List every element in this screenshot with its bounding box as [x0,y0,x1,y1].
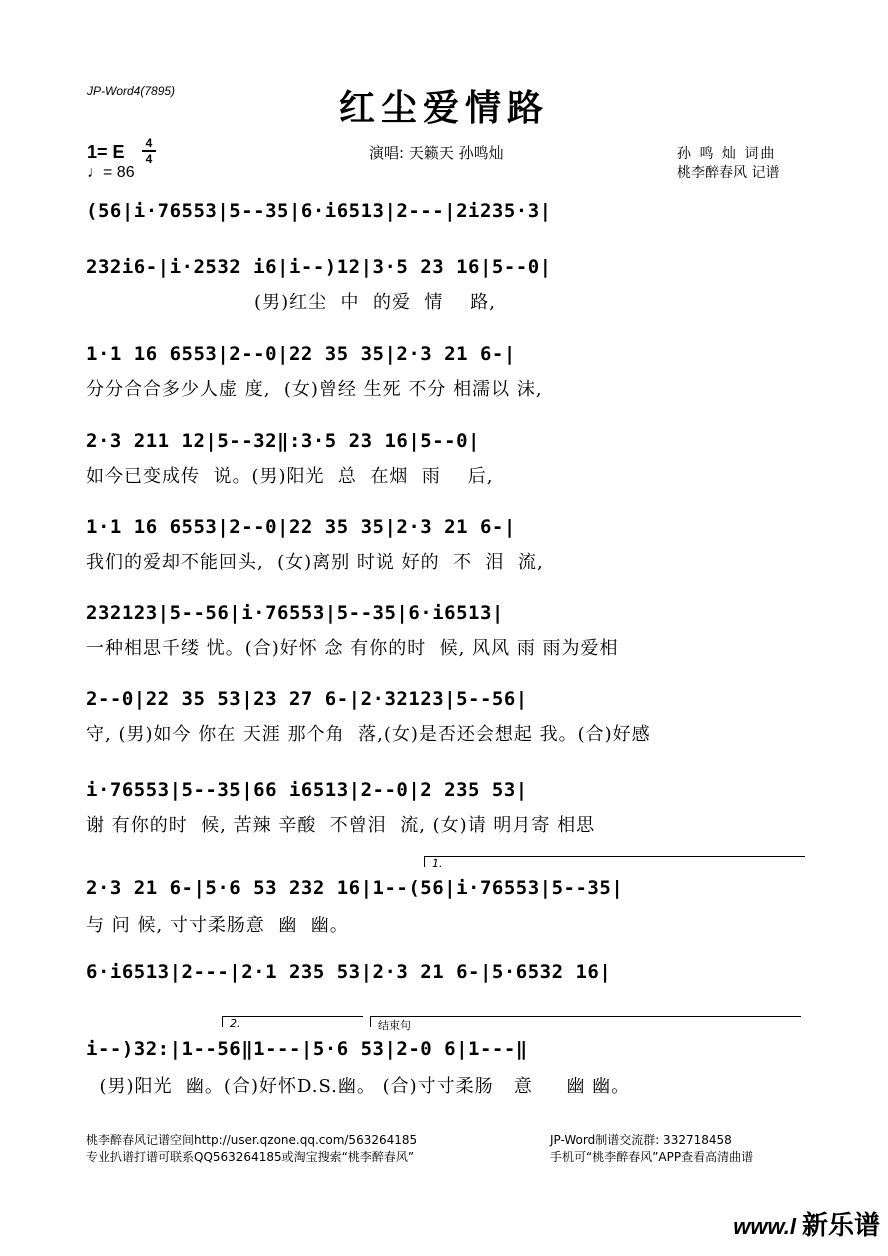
notation-row-4: 2·3 211 12|5--32‖:3·5 23 16|5--0| [86,430,480,452]
volta-bracket-2 [222,1016,363,1027]
meter-bottom: 4 [145,152,153,166]
footer-right-line-2: 手机可“桃李醉春风”APP查看高清曲谱 [550,1150,754,1164]
lyrics-row-11: (男)阳光 幽。(合)好怀D.S.幽。 (合)寸寸柔肠 意 幽 幽。 [86,1076,631,1097]
site-watermark [721,1179,880,1242]
footer-left-line-1: 桃李醉春风记谱空间http://user.qzone.qq.com/563264185 [86,1133,418,1147]
ending-label: 结束句 [378,1019,411,1032]
tempo-marking: ♩= 86 [87,164,135,181]
watermark-prefix: www.l [733,1214,796,1239]
notation-row-6: 232123|5--56|i·76553|5--35|6·i6513| [86,602,504,624]
lyrics-row-6: 一种相思千缕 忧。(合)好怀 念 有你的时 候, 风风 雨 雨为爱相 [86,638,619,659]
transcriber-credit: 桃李醉春风 记谱 [677,165,780,181]
source-label: JP-Word4(7895) [87,84,176,98]
lyrics-row-9: 与 问 候, 寸寸柔肠意 幽 幽。 [86,915,349,936]
volta-label-2: 2. [230,1017,241,1030]
notation-row-2: 232i6-|i·2532 i6|i--)12|3·5 23 16|5--0| [86,256,552,278]
lyrics-row-3: 分分合合多少人虚 度, (女)曾经 生死 不分 相濡以 沫, [86,379,543,400]
ending-bracket [370,1016,801,1027]
notation-row-9: 2·3 21 6-|5·6 53 232 16|1--(56|i·76553|5--35| [86,877,624,899]
singer-credit: 演唱: 天籁天 孙鸣灿 [369,144,504,162]
key-signature: 1= E [87,142,125,162]
notation-row-5: 1·1 16 6553|2--0|22 35 35|2·3 21 6-| [86,516,516,538]
lyrics-row-4: 如今已变成传 说。(男)阳光 总 在烟 雨 后, [86,466,494,487]
notation-row-11: i--)32:|1--56‖1---|5·6 53|2-0 6|1---‖ [86,1038,528,1060]
lyrics-row-7: 守, (男)如今 你在 天涯 那个角 落,(女)是否还会想起 我。(合)好感 [86,724,651,745]
composer-credit: 孙 鸣 灿 词曲 [677,146,777,162]
time-signature [142,137,156,165]
meter-top: 4 [145,136,153,150]
notation-row-3: 1·1 16 6553|2--0|22 35 35|2·3 21 6-| [86,343,516,365]
watermark-brand: 新乐谱 [801,1210,880,1240]
notation-row-7: 2--0|22 35 53|23 27 6-|2·32123|5--56| [86,688,528,710]
lyrics-row-5: 我们的爱却不能回头, (女)离别 时说 好的 不 泪 流, [86,552,544,573]
footer-left-line-2: 专业扒谱打谱可联系QQ563264185或淘宝搜索“桃李醉春风” [86,1150,415,1164]
volta-bracket-1 [424,856,805,867]
song-title: 红尘爱情路 [338,87,549,129]
lyrics-row-8: 谢 有你的时 候, 苦辣 辛酸 不曾泪 流, (女)请 明月寄 相思 [86,815,596,836]
notation-row-10: 6·i6513|2---|2·1 235 53|2·3 21 6-|5·6532 16| [86,961,612,983]
footer-right-line-1: JP-Word制谱交流群: 332718458 [550,1133,732,1147]
notation-row-8: i·76553|5--35|66 i6513|2--0|2 235 53| [86,779,528,801]
notation-row-1: (56|i·76553|5--35|6·i6513|2---|2i235·3| [86,200,552,222]
lyrics-row-2: (男)红尘 中 的爱 情 路, [86,292,497,313]
volta-label-1: 1. [432,857,443,870]
